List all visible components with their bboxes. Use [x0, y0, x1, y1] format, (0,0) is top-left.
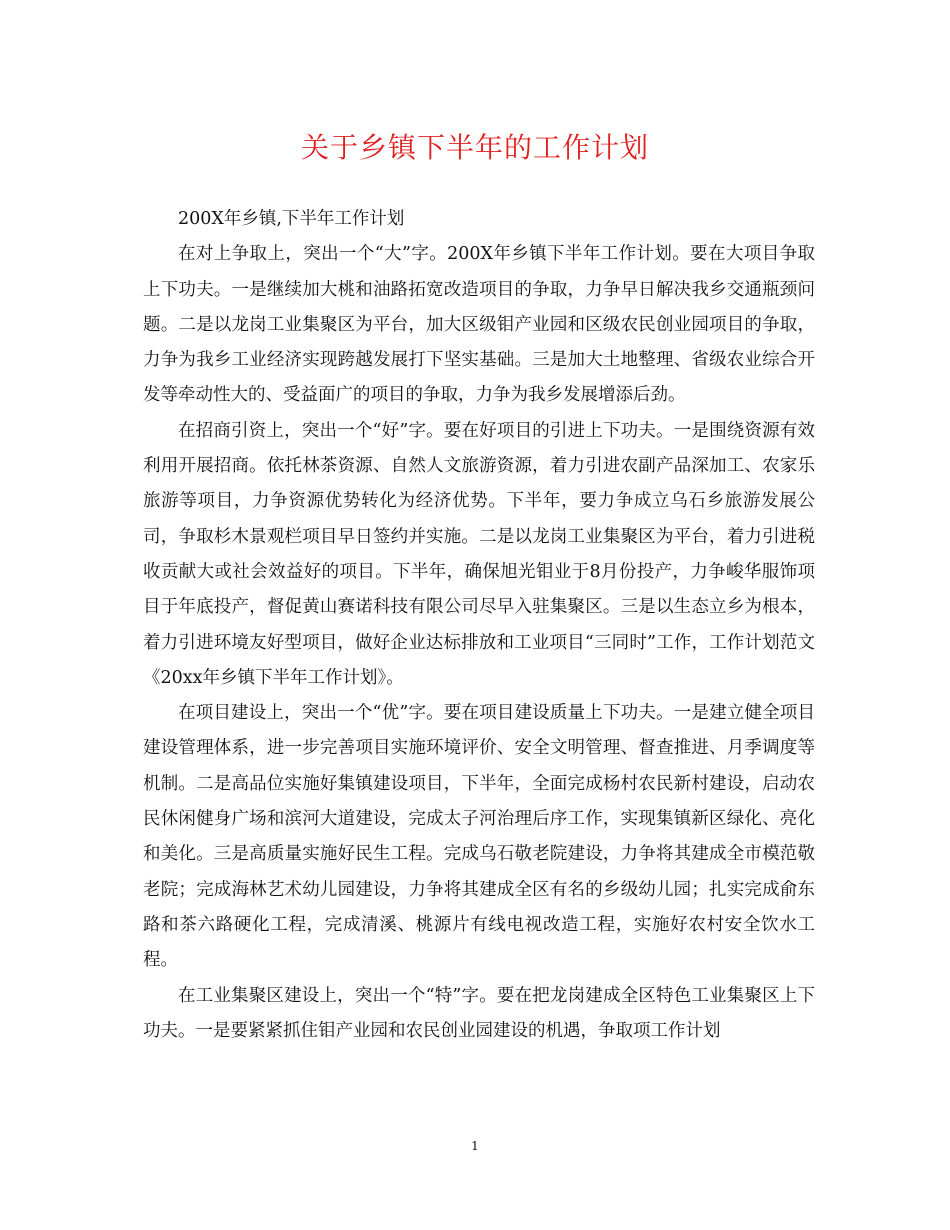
paragraph-subtitle: 200X年乡镇,下半年工作计划 — [178, 209, 405, 229]
document-body — [143, 202, 815, 1049]
paragraph: 在工业集聚区建设上，突出一个“特”字。要在把龙岗建成全区特色工业集聚区上下功夫。一是要紧紧抓住钼产业园和农民创业园建设的机遇，争取项工作计划 — [143, 985, 815, 1041]
page-number: 1 — [471, 1139, 479, 1153]
document-title: 关于乡镇下半年的工作计划 — [300, 131, 649, 164]
paragraph: 在项目建设上，突出一个“优”字。要在项目建设质量上下功夫。一是建立健全项目建设管理体系，进一步完善项目实施环境评价、安全文明管理、督查推进、月季调度等机制。二是高品位实施好集镇建设项目，下半年，全面完成杨村农民新村建设，启动农民休闲健身广场和滨河大道建设，完成太子河治理后序工作，实现集镇新区绿化、亮化和美化。三是高质量实施好民生工程。完成乌石敬老院建设，力争将其建成全市模范敬老院；完成海林艺术幼儿园建设，力争将其建成全区有名的乡级幼儿园；扎实完成俞东路和茶六路硬化工程，完成清溪、桃源片有线电视改造工程，实施好农村安全饮水工程。 — [143, 703, 815, 971]
paragraph: 在对上争取上，突出一个“大”字。200X年乡镇下半年工作计划。要在大项目争取上下功夫。一是继续加大桃和油路拓宽改造项目的争取，力争早日解决我乡交通瓶颈问题。二是以龙岗工业集聚区为平台，加大区级钼产业园和区级农民创业园项目的争取，力争为我乡工业经济实现跨越发展打下坚实基础。三是加大土地整理、省级农业综合开发等牵动性大的、受益面广的项目的争取，力争为我乡发展增添后劲。 — [143, 244, 815, 406]
paragraph: 在招商引资上，突出一个“好”字。要在好项目的引进上下功夫。一是围绕资源有效利用开展招商。依托林茶资源、自然人文旅游资源，着力引进农副产品深加工、农家乐旅游等项目，力争资源优势转化为经济优势。下半年，要力争成立乌石乡旅游发展公司，争取杉木景观栏项目早日签约并实施。二是以龙岗工业集聚区为平台，着力引进税收贡献大或社会效益好的项目。下半年，确保旭光钼业于8月份投产，力争峻华服饰项目于年底投产，督促黄山赛诺科技有限公司尽早入驻集聚区。三是以生态立乡为根本，着力引进环境友好型项目，做好企业达标排放和工业项目“三同时”工作，工作计划范文《20xx年乡镇下半年工作计划》。 — [143, 420, 815, 688]
